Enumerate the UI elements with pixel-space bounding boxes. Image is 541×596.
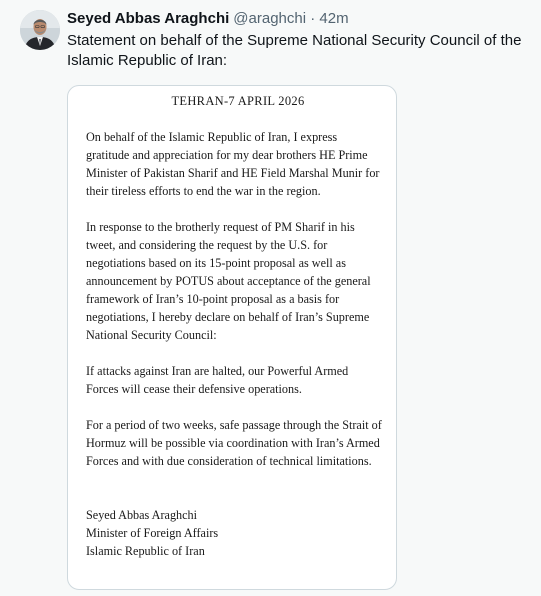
- document-paragraph-4: For a period of two weeks, safe passage through the Strait of Hormuz will be possible via coordination with Iran’s Armed Forces and with due consideration of technical limitations.: [86, 418, 382, 468]
- signature-title: Minister of Foreign Affairs: [86, 526, 219, 540]
- header-separator: ·: [310, 10, 316, 27]
- avatar-photo-icon: [20, 10, 60, 50]
- document-paragraph-1: On behalf of the Islamic Republic of Iran, I express gratitude and appreciation for my dear brothers HE Prime Minister of Pakistan Sharif and HE Field Marshal Munir for their tireless efforts to end the war in the region.: [86, 130, 380, 198]
- signature-name: Seyed Abbas Araghchi: [86, 508, 198, 522]
- signature-country: Islamic Republic of Iran: [86, 544, 205, 558]
- post-timestamp[interactable]: 42m: [319, 10, 349, 27]
- author-name[interactable]: Seyed Abbas Araghchi: [67, 10, 230, 27]
- document-dateline: TEHRAN-7 APRIL 2026: [171, 94, 305, 108]
- post-text: Statement on behalf of the Supreme National Security Council of the Islamic Republic of Iran:: [67, 32, 522, 69]
- document-paragraph-3: If attacks against Iran are halted, our Powerful Armed Forces will cease their defensive operations.: [86, 364, 349, 396]
- post-header: [67, 9, 349, 29]
- author-handle[interactable]: @araghchi: [233, 10, 307, 27]
- statement-document: [68, 86, 396, 560]
- document-paragraph-2: In response to the brotherly request of PM Sharif in his tweet, and considering the request by the U.S. for negotiations based on its 15-point proposal as well as announcement by POTUS about acceptance of the general framework of Iran’s 10-point proposal as a basis for negotiations, I hereby declare on behalf of Iran’s Supreme National Security Council:: [86, 220, 371, 342]
- document-signature: [86, 506, 382, 560]
- attached-statement-image[interactable]: [67, 85, 397, 590]
- avatar[interactable]: [20, 10, 60, 50]
